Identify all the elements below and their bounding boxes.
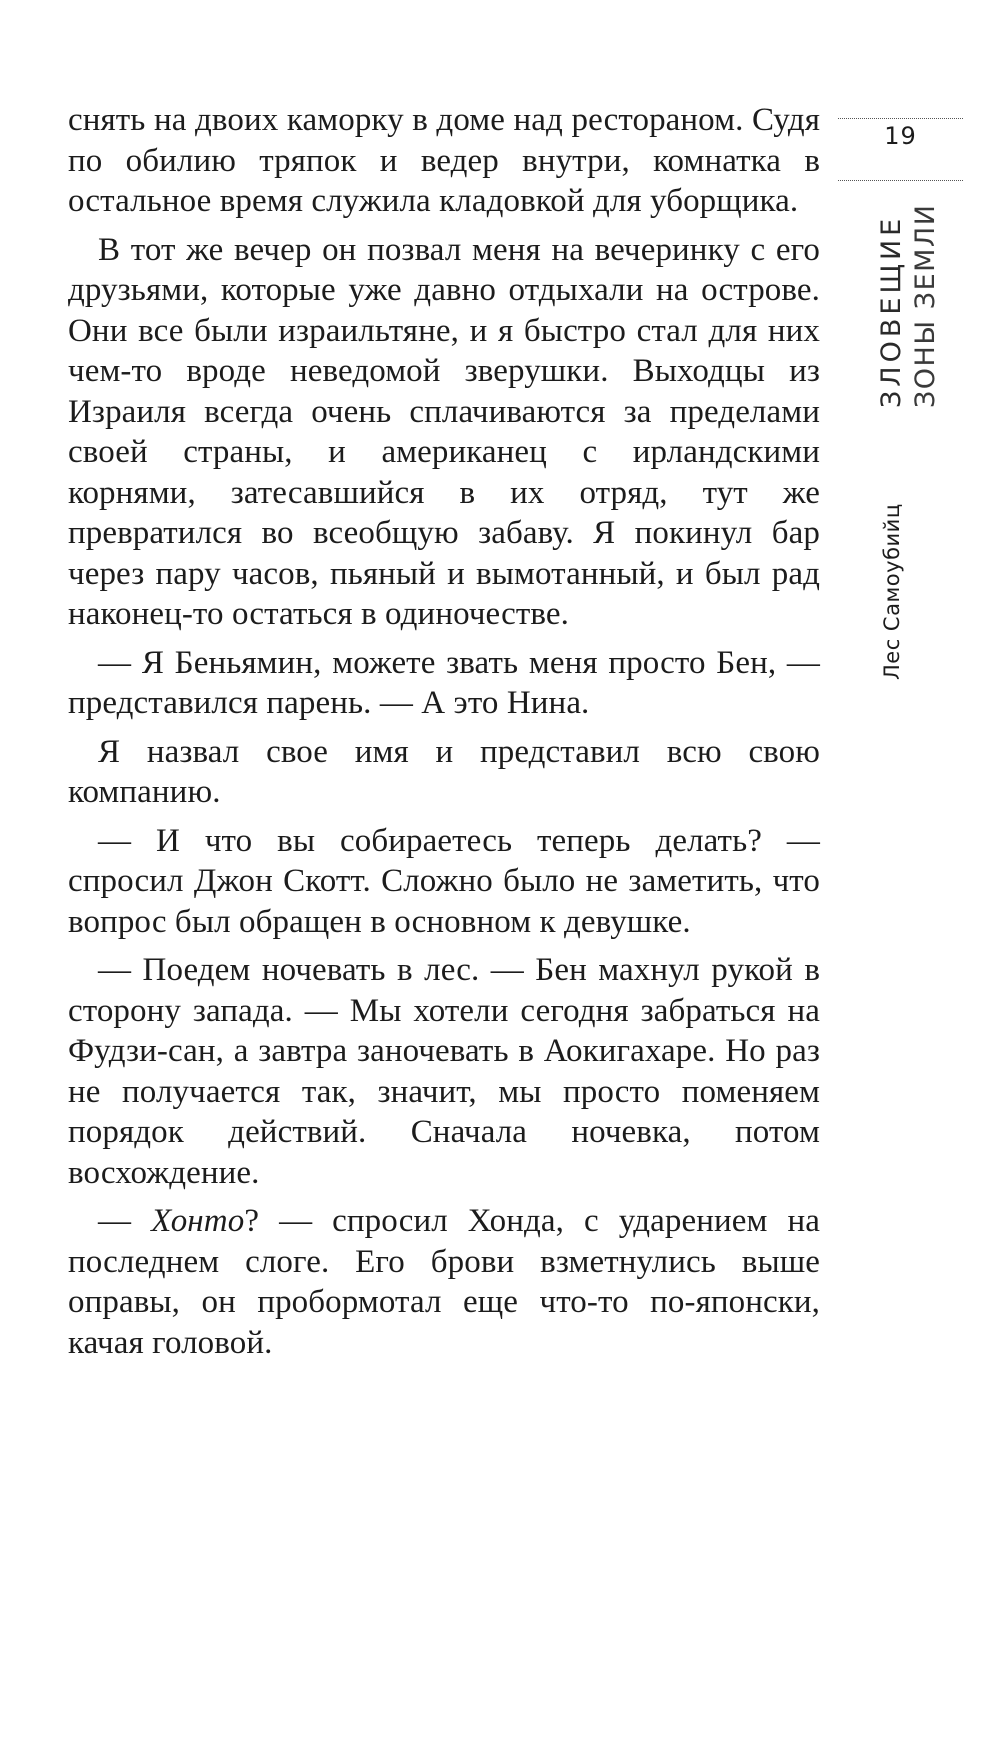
header-rule-top bbox=[838, 118, 963, 119]
paragraph: — И что вы собираетесь теперь делать? — спросил Джон Скотт. Сложно было не заметить, что вопрос был обращен в основном к девушке. bbox=[68, 822, 820, 940]
series-title-line-1: ЗЛОВЕЩИЕ bbox=[876, 214, 907, 408]
paragraph: снять на двоих каморку в доме над рестораном. Судя по обилию тряпок и ведер внутри, комнатка в остальное время служила кладовкой для уборщика. bbox=[68, 102, 820, 219]
italic-word: Хонто bbox=[151, 1203, 245, 1239]
header-rule-bottom bbox=[838, 180, 963, 181]
paragraph: — Поедем ночевать в лес. — Бен махнул рукой в сторону запада. — Мы хотели сегодня забраться на Фудзи-сан, а завтра заночевать в Аокигахаре. Но раз не получается так, значит, мы просто поменяем порядок действий. Сначала ночевка, потом восхождение. bbox=[68, 952, 820, 1191]
body-text bbox=[68, 100, 820, 1371]
paragraph: Я назвал свое имя и представил всю свою компанию. bbox=[68, 733, 820, 810]
paragraph bbox=[68, 1201, 820, 1363]
paragraph: — Я Беньямин, можете звать меня просто Бен, — представился парень. — А это Нина. bbox=[68, 644, 820, 721]
text-before: — bbox=[98, 1203, 152, 1239]
running-header bbox=[838, 100, 968, 700]
series-title-line-2: ЗОНЫ ЗЕМЛИ bbox=[910, 203, 941, 408]
text-after: ? — спросил Хонда, с ударением на последнем слоге. Его брови взметнулись выше оправы, он пробормотал еще что-то по-японски, качая головой. bbox=[68, 1203, 820, 1361]
page-number: 19 bbox=[884, 122, 917, 150]
book-title: Лес Самоубийц bbox=[880, 503, 904, 680]
paragraph: В тот же вечер он позвал меня на вечеринку с его друзьями, которые уже давно отдыхали на острове. Они все были израильтяне, и я быстро стал для них чем-то вроде неведомой зверушки. Выходцы из Израиля всегда очень сплачиваются за пределами своей страны, и американец с ирландскими корнями, затесавшийся в их отряд, тут же превратился во всеобщую забаву. Я покинул бар через пару часов, пьяный и вымотанный, и был рад наконец-то остаться в одиночестве. bbox=[68, 231, 820, 632]
